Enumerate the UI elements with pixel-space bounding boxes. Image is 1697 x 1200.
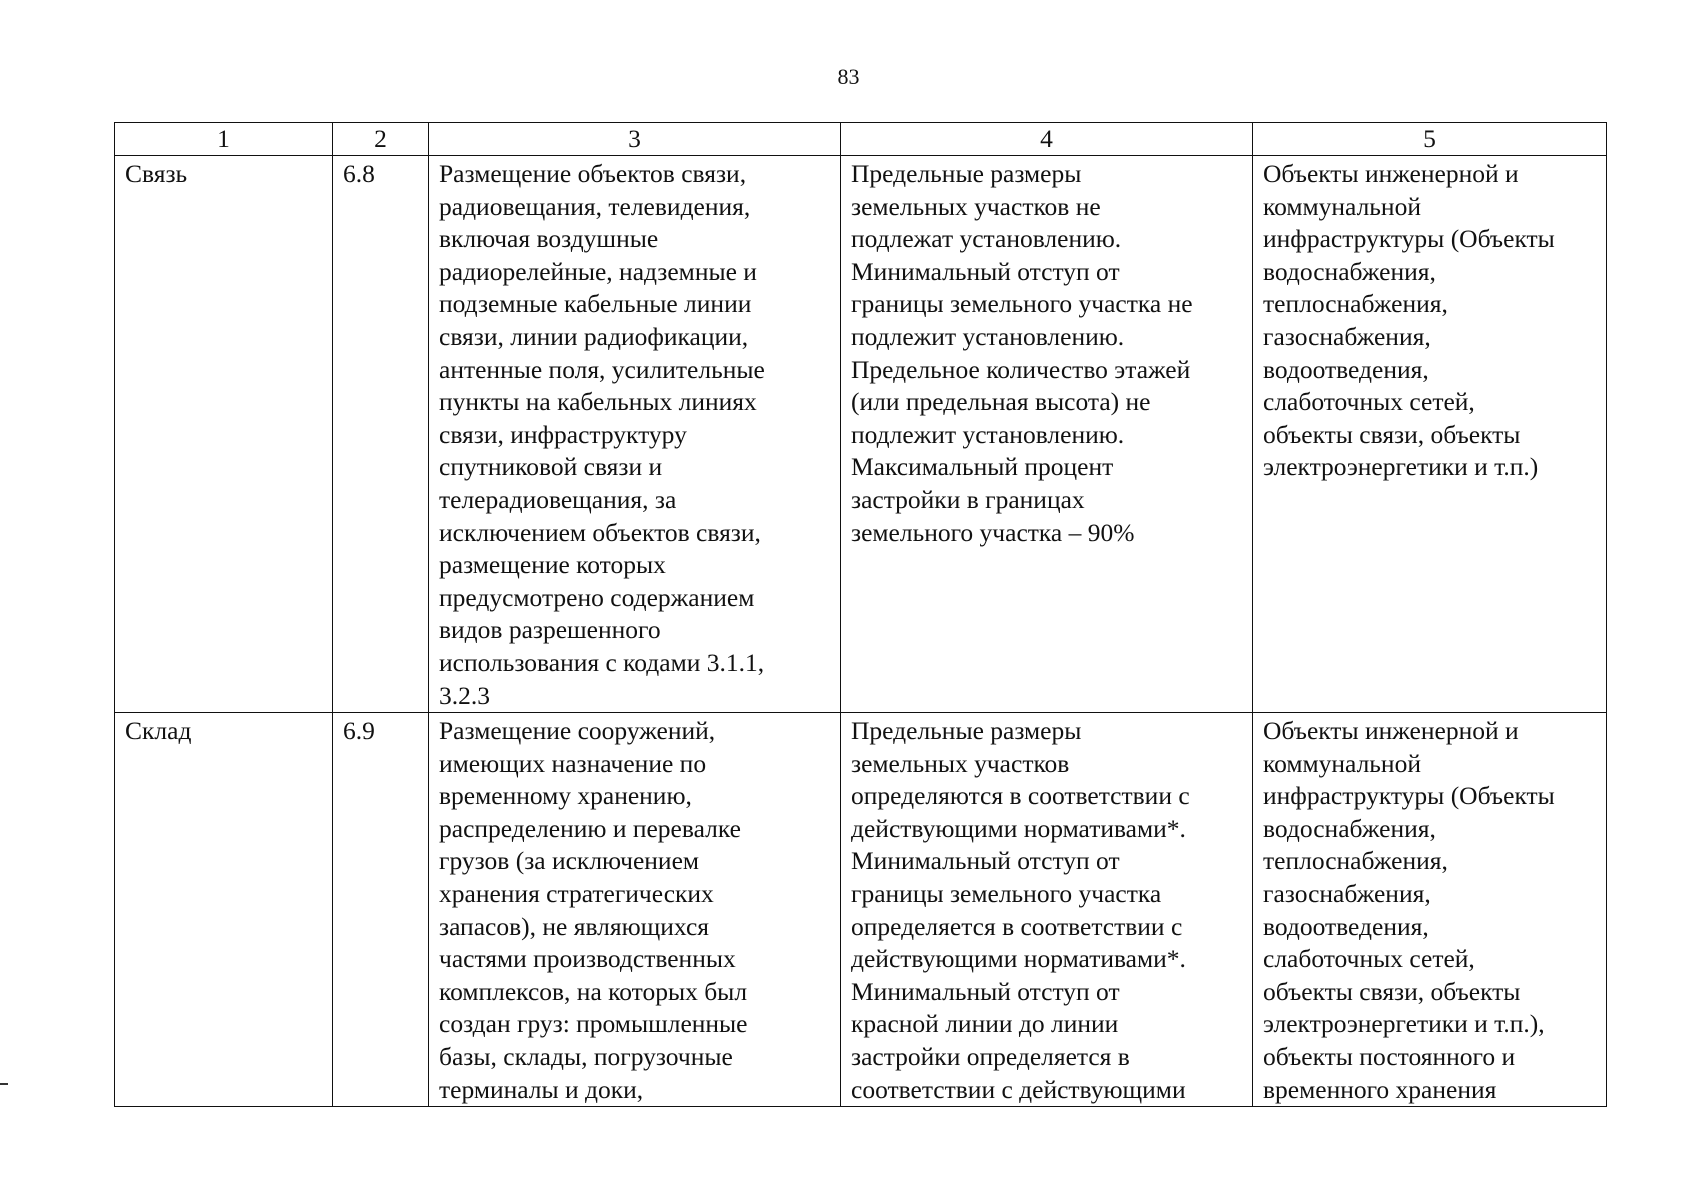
page-number: 83 (837, 64, 860, 89)
header-col-5: 5 (1253, 123, 1607, 156)
use-objects-cell: Объекты инженерной и коммунальной инфраструктуры (Объекты водоснабжения, теплоснабжения, газоснабжения, водоотведения, слаботочных сетей, объекты связи, объекты электроэнергетики и т.п.) (1253, 156, 1607, 713)
header-col-2: 2 (333, 123, 429, 156)
table-row (115, 156, 1607, 713)
use-code-cell: 6.9 (333, 713, 429, 1107)
use-parameters-cell: Предельные размеры земельных участков не подлежат установлению. Минимальный отступ от границы земельного участка не подлежит установлению. Предельное количество этажей (или предельная высота) не подлежит установлению. Максимальный процент застройки в границах земельного участка – 90% (841, 156, 1253, 713)
header-row (115, 123, 1607, 156)
margin-mark (0, 1083, 8, 1085)
header-col-4: 4 (841, 123, 1253, 156)
use-objects-cell: Объекты инженерной и коммунальной инфраструктуры (Объекты водоснабжения, теплоснабжения, газоснабжения, водоотведения, слаботочных сетей, объекты связи, объекты электроэнергетики и т.п.), объекты постоянного и временного хранения (1253, 713, 1607, 1107)
use-description-cell: Размещение сооружений, имеющих назначение по временному хранению, распределению и перевалке грузов (за исключением хранения стратегических запасов), не являющихся частями производственных комплексов, на которых был создан груз: промышленные базы, склады, погрузочные терминалы и доки, (429, 713, 841, 1107)
land-use-table (114, 122, 1607, 1107)
use-name-cell: Связь (115, 156, 333, 713)
use-description-cell: Размещение объектов связи, радиовещания, телевидения, включая воздушные радиорелейные, надземные и подземные кабельные линии связи, линии радиофикации, антенные поля, усилительные пункты на кабельных линиях связи, инфраструктуру спутниковой связи и телерадиовещания, за исключением объектов связи, размещение которых предусмотрено содержанием видов разрешенного использования с кодами 3.1.1, 3.2.3 (429, 156, 841, 713)
use-code-cell: 6.8 (333, 156, 429, 713)
use-name-cell: Склад (115, 713, 333, 1107)
use-parameters-cell: Предельные размеры земельных участков определяются в соответствии с действующими нормативами*. Минимальный отступ от границы земельного участка определяется в соответствии с действующими нормативами*. Минимальный отступ от красной линии до линии застройки определяется в соответствии с действующими (841, 713, 1253, 1107)
table-row (115, 713, 1607, 1107)
header-col-3: 3 (429, 123, 841, 156)
header-col-1: 1 (115, 123, 333, 156)
